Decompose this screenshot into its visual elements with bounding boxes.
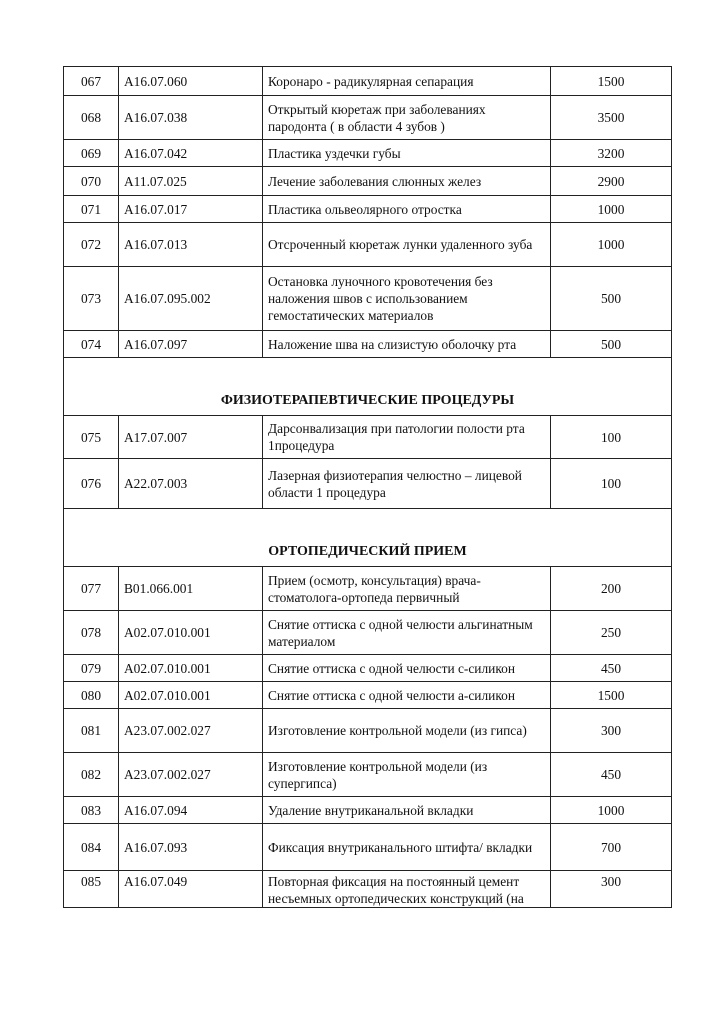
service-price: 300 <box>551 871 672 908</box>
service-name: Дарсонвализация при патологии полости рта 1процедура <box>263 416 551 459</box>
row-number: 069 <box>64 140 119 167</box>
service-code: А16.07.042 <box>119 140 263 167</box>
table-row <box>64 67 672 96</box>
row-number: 075 <box>64 416 119 459</box>
table-row <box>64 223 672 267</box>
row-number: 068 <box>64 96 119 140</box>
section-header-row <box>64 358 672 416</box>
service-name: Лазерная физиотерапия челюстно – лицевой области 1 процедура <box>263 459 551 509</box>
price-list-body <box>64 67 672 908</box>
service-price: 1000 <box>551 797 672 824</box>
service-name: Снятие оттиска с одной челюсти а-силикон <box>263 682 551 709</box>
price-list-table <box>63 66 672 908</box>
service-code: А23.07.002.027 <box>119 753 263 797</box>
service-code: А16.07.094 <box>119 797 263 824</box>
row-number: 076 <box>64 459 119 509</box>
table-row <box>64 753 672 797</box>
service-price: 100 <box>551 459 672 509</box>
table-row <box>64 196 672 223</box>
service-name: Фиксация внутриканального штифта/ вкладки <box>263 824 551 871</box>
service-code: А16.07.060 <box>119 67 263 96</box>
service-price: 3200 <box>551 140 672 167</box>
service-code: А16.07.013 <box>119 223 263 267</box>
service-price: 500 <box>551 331 672 358</box>
service-name: Прием (осмотр, консультация) врача-стоматолога-ортопеда первичный <box>263 567 551 611</box>
service-name: Открытый кюретаж при заболеваниях пародонта ( в области 4 зубов ) <box>263 96 551 140</box>
table-row <box>64 567 672 611</box>
service-code: А16.07.049 <box>119 871 263 908</box>
service-code: А16.07.093 <box>119 824 263 871</box>
table-row <box>64 655 672 682</box>
row-number: 084 <box>64 824 119 871</box>
table-row <box>64 871 672 908</box>
section-title: ФИЗИОТЕРАПЕВТИЧЕСКИЕ ПРОЦЕДУРЫ <box>64 358 672 416</box>
service-price: 1000 <box>551 196 672 223</box>
service-name: Удаление внутриканальной вкладки <box>263 797 551 824</box>
table-row <box>64 267 672 331</box>
service-price: 1500 <box>551 67 672 96</box>
service-price: 300 <box>551 709 672 753</box>
service-price: 1500 <box>551 682 672 709</box>
service-name: Повторная фиксация на постоянный цемент несъемных ортопедических конструкций (на <box>263 871 551 908</box>
service-price: 2900 <box>551 167 672 196</box>
service-price: 450 <box>551 753 672 797</box>
service-price: 3500 <box>551 96 672 140</box>
service-code: А22.07.003 <box>119 459 263 509</box>
row-number: 067 <box>64 67 119 96</box>
service-name: Снятие оттиска с одной челюсти альгинатным материалом <box>263 611 551 655</box>
row-number: 072 <box>64 223 119 267</box>
service-price: 500 <box>551 267 672 331</box>
service-name: Снятие оттиска с одной челюсти с-силикон <box>263 655 551 682</box>
table-row <box>64 167 672 196</box>
table-row <box>64 331 672 358</box>
table-row <box>64 611 672 655</box>
table-row <box>64 416 672 459</box>
service-code: А17.07.007 <box>119 416 263 459</box>
row-number: 070 <box>64 167 119 196</box>
row-number: 077 <box>64 567 119 611</box>
service-code: А16.07.017 <box>119 196 263 223</box>
service-code: В01.066.001 <box>119 567 263 611</box>
service-name: Пластика уздечки губы <box>263 140 551 167</box>
table-row <box>64 96 672 140</box>
row-number: 071 <box>64 196 119 223</box>
row-number: 080 <box>64 682 119 709</box>
service-price: 200 <box>551 567 672 611</box>
service-price: 1000 <box>551 223 672 267</box>
service-code: А16.07.038 <box>119 96 263 140</box>
service-name: Лечение заболевания слюнных желез <box>263 167 551 196</box>
row-number: 083 <box>64 797 119 824</box>
row-number: 081 <box>64 709 119 753</box>
service-name: Изготовление контрольной модели (из супергипса) <box>263 753 551 797</box>
row-number: 079 <box>64 655 119 682</box>
service-code: А16.07.097 <box>119 331 263 358</box>
row-number: 073 <box>64 267 119 331</box>
table-row <box>64 709 672 753</box>
service-name: Изготовление контрольной модели (из гипса) <box>263 709 551 753</box>
row-number: 082 <box>64 753 119 797</box>
row-number: 078 <box>64 611 119 655</box>
service-name: Отсроченный кюретаж лунки удаленного зуба <box>263 223 551 267</box>
row-number: 085 <box>64 871 119 908</box>
service-price: 250 <box>551 611 672 655</box>
section-header-row <box>64 509 672 567</box>
table-row <box>64 682 672 709</box>
section-title: ОРТОПЕДИЧЕСКИЙ ПРИЕМ <box>64 509 672 567</box>
service-code: А02.07.010.001 <box>119 611 263 655</box>
service-code: А23.07.002.027 <box>119 709 263 753</box>
service-name: Пластика ольвеолярного отростка <box>263 196 551 223</box>
table-row <box>64 459 672 509</box>
table-row <box>64 797 672 824</box>
service-price: 450 <box>551 655 672 682</box>
service-name: Остановка луночного кровотечения без наложения швов с использованием гемостатических материалов <box>263 267 551 331</box>
service-code: А16.07.095.002 <box>119 267 263 331</box>
row-number: 074 <box>64 331 119 358</box>
table-row <box>64 140 672 167</box>
service-code: А11.07.025 <box>119 167 263 196</box>
service-code: А02.07.010.001 <box>119 655 263 682</box>
service-code: А02.07.010.001 <box>119 682 263 709</box>
table-row <box>64 824 672 871</box>
service-name: Наложение шва на слизистую оболочку рта <box>263 331 551 358</box>
service-price: 700 <box>551 824 672 871</box>
service-price: 100 <box>551 416 672 459</box>
service-name: Коронаро - радикулярная сепарация <box>263 67 551 96</box>
